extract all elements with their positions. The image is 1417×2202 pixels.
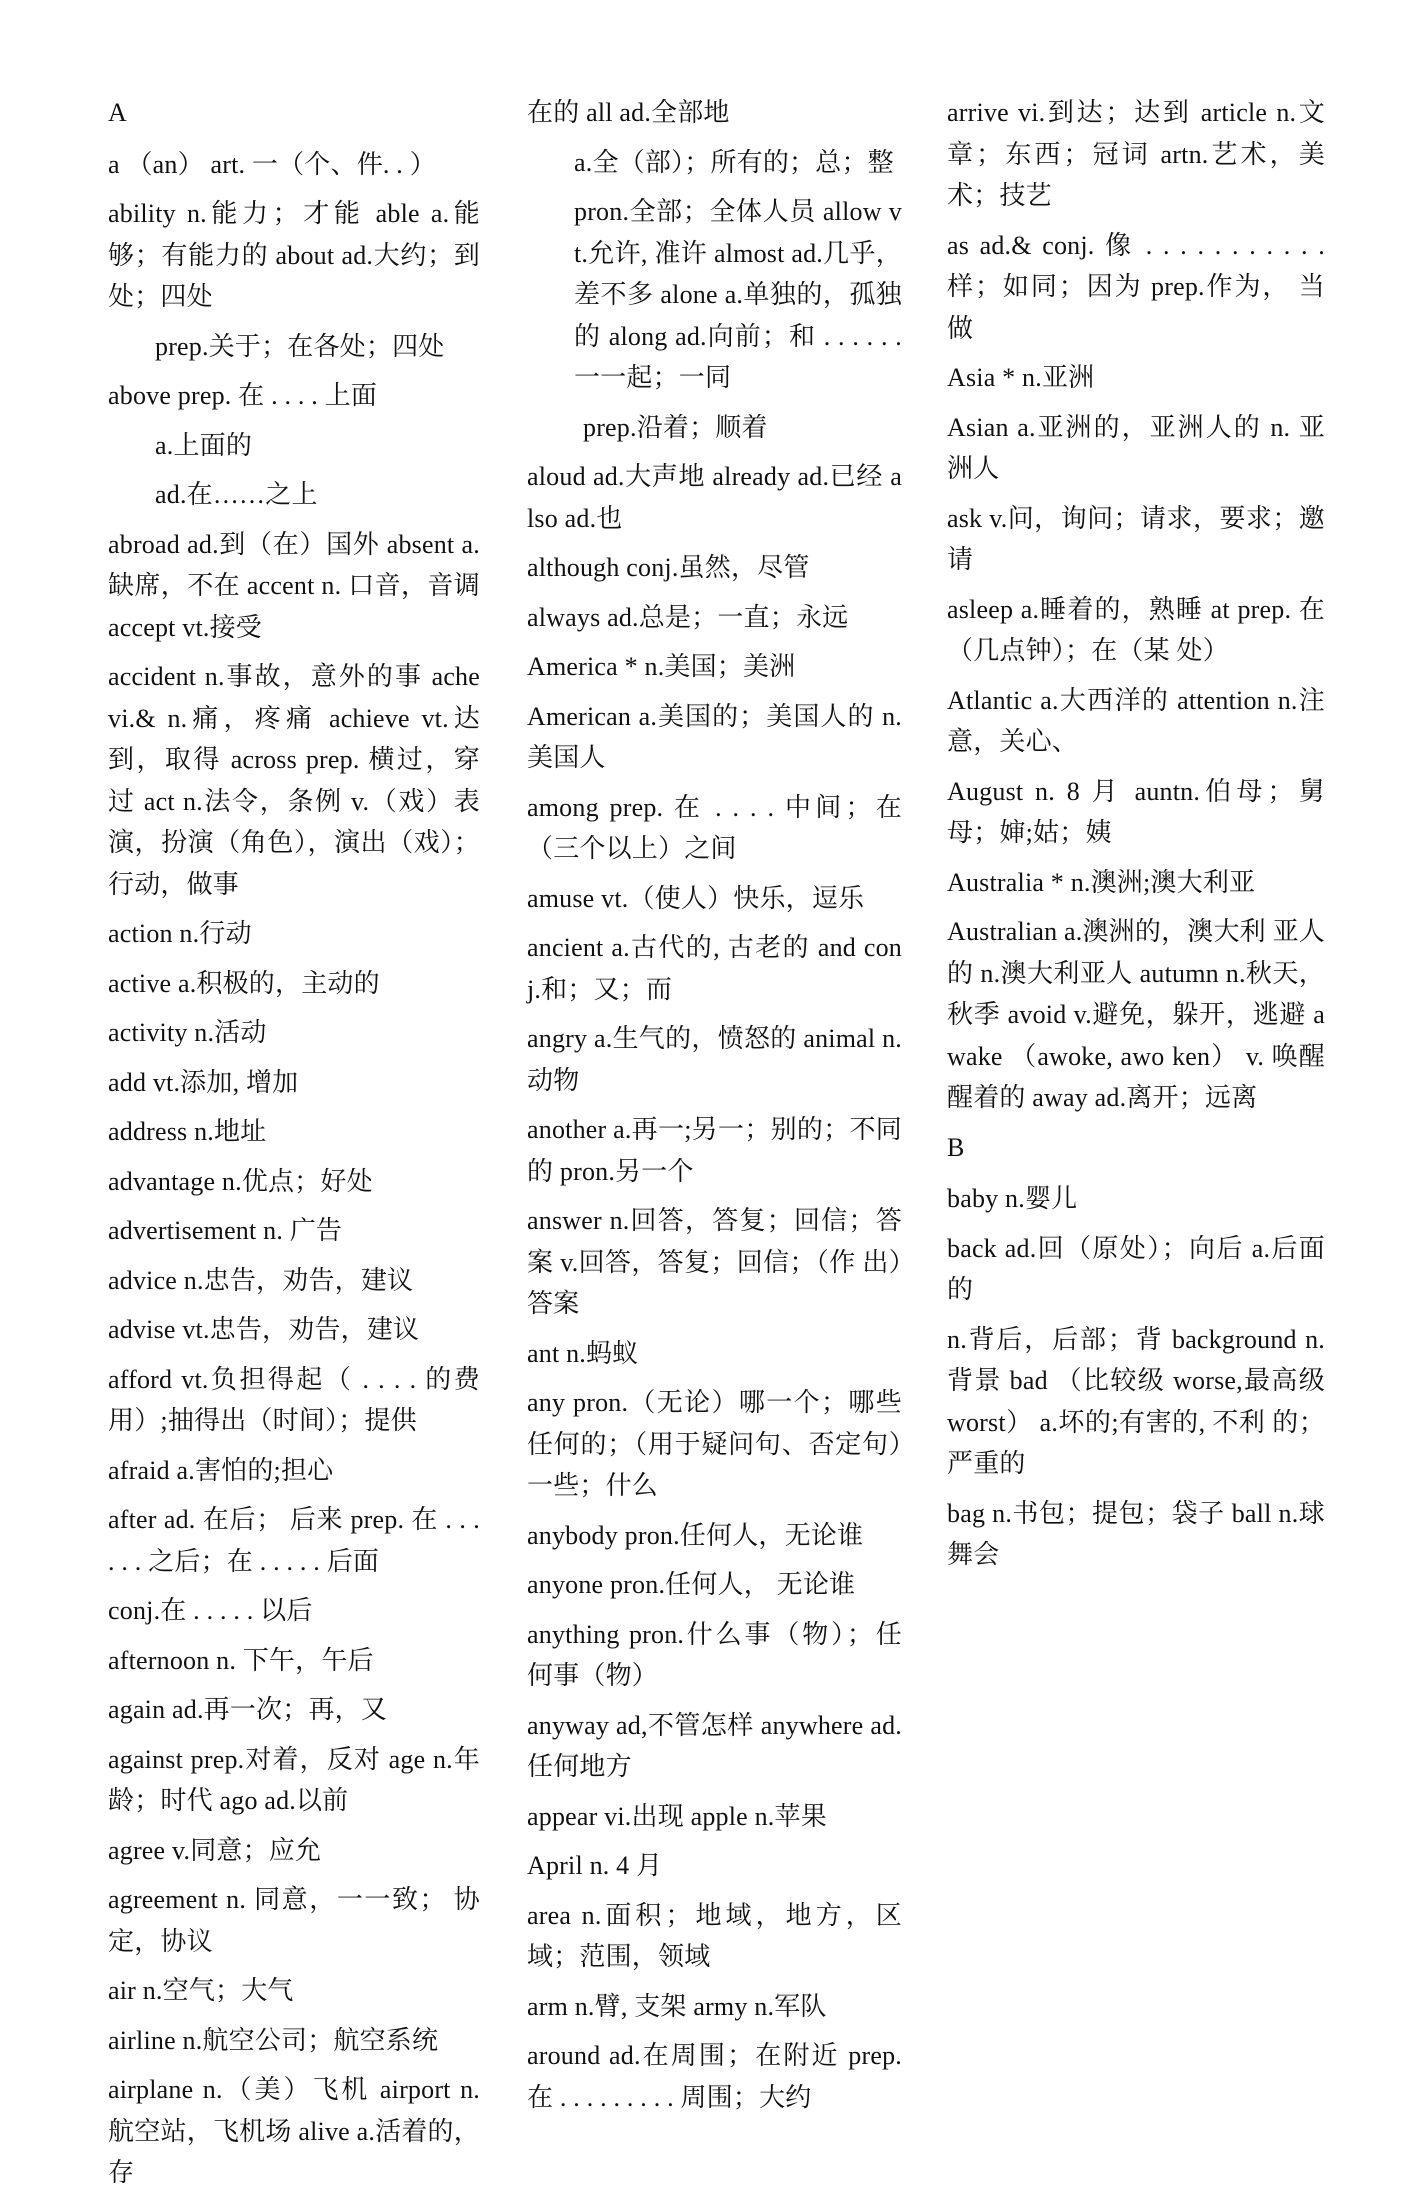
entry: above prep. 在 . . . . 上面: [108, 381, 378, 410]
entry-continuation: 在的 all ad.全部地: [527, 98, 730, 127]
entry: Asian a.亚洲的，亚洲人的 n. 亚洲人: [947, 412, 1325, 483]
entry: arrive vi.到达；达到 article n.文章；东西；冠词 artn.艺术，美术；技艺: [947, 98, 1325, 210]
entry: accident n.事故，意外的事 ache vi.& n.痛，疼痛 achieve vt.达到，取得 across prep. 横过，穿过 act n.法令，条例 v.（戏）表演，扮演（角色），演出（戏）； 行动，做事: [108, 662, 487, 899]
entry-continuation: prep.关于；在各处；四处: [155, 331, 445, 361]
entry: appear vi.出现 apple n.苹果: [527, 1801, 827, 1831]
section-letter-a: A: [108, 98, 127, 127]
entry: aloud ad.大声地 already ad.已经 also ad.也: [527, 462, 902, 533]
entry: afternoon n. 下午，午后: [108, 1645, 374, 1675]
entry: against prep.对着，反对 age n.年龄；时代 ago ad.以前: [108, 1744, 480, 1815]
entry: agree v.同意；应允: [108, 1835, 322, 1865]
entry: conj.在 . . . . . 以后: [108, 1596, 313, 1625]
entry: a （an） art. 一（个、件. . ）: [108, 149, 436, 179]
entry-continuation: ad.在……之上: [155, 480, 318, 509]
entry: action n.行动: [108, 919, 252, 948]
entry: address n.地址: [108, 1117, 267, 1146]
entry: air n.空气；大气: [108, 1976, 294, 2005]
entry: ask v.问，询问；请求，要求；邀请: [947, 503, 1325, 574]
entry: ant n.蚂蚁: [527, 1338, 639, 1368]
entry: amuse vt.（使人）快乐，逗乐: [527, 883, 865, 913]
entry: although conj.虽然，尽管: [527, 553, 810, 582]
entry: area n.面积；地域，地方，区域；范围，领域: [527, 1900, 902, 1971]
entry: around ad.在周围；在附近 prep. 在 . . . . . . . . . 周围；大约: [527, 2041, 909, 2112]
entry: active a.积极的，主动的: [108, 968, 380, 998]
column-1: [108, 92, 487, 2202]
entry: another a.再一;另一；别的；不同的 pron.另一个: [527, 1115, 902, 1186]
entry: afford vt.负担得起（ . . . . 的费用）;抽得出（时间）；提供: [108, 1364, 480, 1435]
entry-continuation: pron.全部；全体人员 allow vt.允许, 准许 almost ad.几乎，差不多 alone a.单独的，孤独的 along ad.向前；和 . . . . . . 一一起；一同: [574, 197, 909, 392]
entry: anyone pron.任何人， 无论谁: [527, 1570, 856, 1599]
entry: advantage n.优点；好处: [108, 1166, 373, 1196]
entry: among prep. 在 . . . . 中间；在（三个以上）之间: [527, 792, 902, 863]
entry: advertisement n. 广告: [108, 1216, 343, 1245]
entry: April n. 4 月: [527, 1851, 663, 1880]
entry: Atlantic a.大西洋的 attention n.注意，关心、: [947, 685, 1325, 756]
entry: bag n.书包；提包；袋子 ball n.球舞会: [947, 1498, 1325, 1569]
entry: anyway ad,不管怎样 anywhere ad. 任何地方: [527, 1710, 909, 1781]
entry: n.背后，后部；背 background n.背景 bad （比较级 worse,最高级 worst） a.坏的;有害的, 不利 的；严重的: [947, 1324, 1332, 1478]
entry: advice n.忠告，劝告，建议: [108, 1265, 414, 1295]
column-3: [947, 92, 1332, 1584]
entry-continuation: prep.沿着；顺着: [583, 412, 768, 442]
entry: after ad. 在后； 后来 prep. 在 . . . . . . 之后；在 . . . . . 后面: [108, 1505, 487, 1576]
entry: any pron.（无论）哪一个；哪些任何的；（用于疑问句、否定句）一些；什么: [527, 1388, 902, 1500]
entry: afraid a.害怕的;担心: [108, 1455, 334, 1485]
entry: ability n.能力；才能 able a.能够；有能力的 about ad.大约；到处；四处: [108, 199, 480, 311]
entry: again ad.再一次；再，又: [108, 1695, 388, 1724]
entry-continuation: a.全（部）；所有的；总；整: [574, 147, 894, 177]
entry: back ad.回（原处）；向后 a.后面的: [947, 1233, 1325, 1304]
entry: add vt.添加, 增加: [108, 1067, 299, 1097]
entry: America * n.美国；美洲: [527, 652, 796, 681]
entry: Australia * n.澳洲;澳大利亚: [947, 867, 1256, 897]
entry: American a.美国的；美国人的 n.美国人: [527, 701, 902, 772]
entry: activity n.活动: [108, 1018, 267, 1047]
entry: as ad.& conj. 像 . . . . . . . . . . . 样；如同；因为 prep.作为， 当做: [947, 230, 1332, 343]
entry: Australian a.澳洲的，澳大利 亚人的 n.澳大利亚人 autumn n.秋天，秋季 avoid v.避免，躲开，逃避 awake （awoke, awo ken） v. 唤醒醒着的 away ad.离开；远离: [947, 917, 1325, 1112]
entry: anything pron.什么事（物）；任何事（物）: [527, 1619, 902, 1690]
entry: anybody pron.任何人，无论谁: [527, 1520, 864, 1550]
entry: August n. 8 月 auntn.伯母；舅母；婶;姑；姨: [947, 776, 1325, 847]
entry: arm n.臂, 支架 army n.军队: [527, 1991, 827, 2021]
entry: Asia * n.亚洲: [947, 363, 1095, 392]
entry: airline n.航空公司；航空系统: [108, 2025, 439, 2055]
entry: advise vt.忠告，劝告，建议: [108, 1315, 420, 1344]
entry: always ad.总是；一直；永远: [527, 602, 849, 632]
section-letter-b: B: [947, 1132, 965, 1162]
entry: angry a.生气的，愤怒的 animal n.动物: [527, 1024, 902, 1095]
entry-continuation: a.上面的: [155, 430, 253, 460]
entry: answer n.回答，答复；回信；答案 v.回答，答复；回信；（作 出）答案: [527, 1206, 902, 1318]
entry: agreement n. 同意，一一致； 协定，协议: [108, 1885, 480, 1956]
entry: ancient a.古代的, 古老的 and conj.和；又；而: [527, 933, 902, 1004]
entry: asleep a.睡着的，熟睡 at prep. 在（几点钟）；在（某 处）: [947, 594, 1325, 665]
column-2: [527, 92, 909, 2126]
entry: airplane n.（美）飞机 airport n.航空站，飞机场 alive a.活着的，存: [108, 2075, 480, 2187]
entry: abroad ad.到（在）国外 absent a.缺席，不在 accent n. 口音，音调 accept vt.接受: [108, 529, 487, 642]
entry: baby n.婴儿: [947, 1184, 1078, 1213]
